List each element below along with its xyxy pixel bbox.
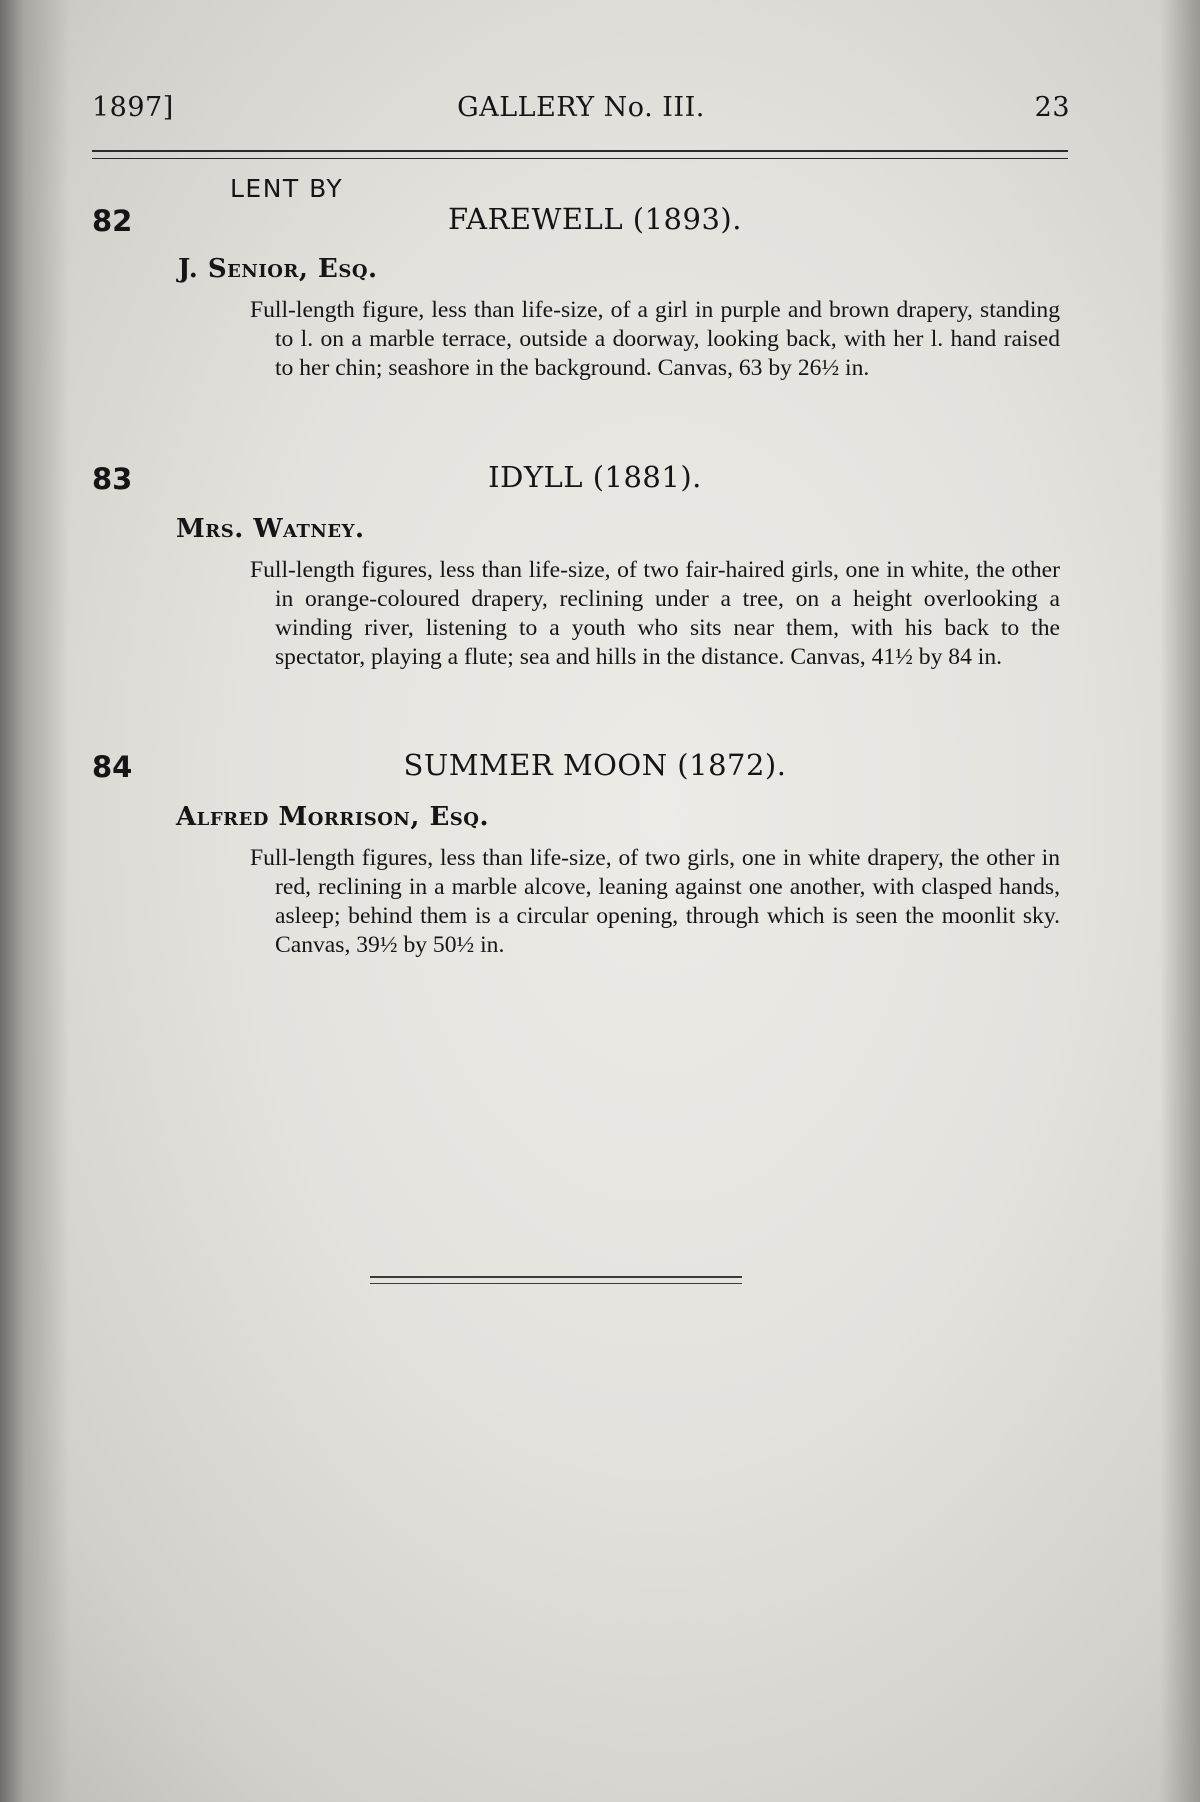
entry-description: Full-length figure, less than life-size, of a girl in purple and brown drapery, standing to l. on a marble terrace, outside a doorway, looking back, with her l. hand raised to her chin; seashore in the background. Canvas, 63 by 26½ in. xyxy=(250,297,1060,381)
entry-title: SUMMER MOON (1872). xyxy=(403,748,787,782)
entry-number: 82 xyxy=(92,204,133,238)
entry-title: IDYLL (1881). xyxy=(488,460,702,494)
binding-shadow xyxy=(0,0,70,1802)
end-rule xyxy=(370,1276,742,1284)
running-head-year: 1897] xyxy=(92,92,174,123)
entry-description: Full-length figures, less than life-size, of two girls, one in white drapery, the other in red, reclining in a marble alcove, leaning against one another, with clasped hands, asleep; behind them is a circular opening, through which is seen the moonlit sky. Canvas, 39½ by 50½ in. xyxy=(250,845,1060,958)
entry-lender: J. Senior, Esq. xyxy=(178,254,378,284)
entry-description: Full-length figures, less than life-size, of two fair-haired girls, one in white, the other in orange-coloured drapery, reclining under a tree, on a height overlooking a winding river, listening to a youth who sits near them, with his back to the spectator, playing a flute; sea and hills in the distance. Canvas, 41½ by 84 in. xyxy=(250,557,1060,670)
entry-number: 83 xyxy=(92,462,133,496)
page-number: 23 xyxy=(1034,92,1070,123)
running-head-section: GALLERY No. III. xyxy=(457,92,705,123)
entry-number: 84 xyxy=(92,750,133,784)
header-rule xyxy=(92,150,1068,159)
page-edge-shadow xyxy=(1160,0,1200,1802)
entry-title: FAREWELL (1893). xyxy=(448,202,742,236)
lent-by-heading: LENT BY xyxy=(230,174,344,203)
entry-lender: Alfred Morrison, Esq. xyxy=(176,802,490,832)
entry-lender: Mrs. Watney. xyxy=(176,514,365,544)
running-head xyxy=(92,92,1070,132)
